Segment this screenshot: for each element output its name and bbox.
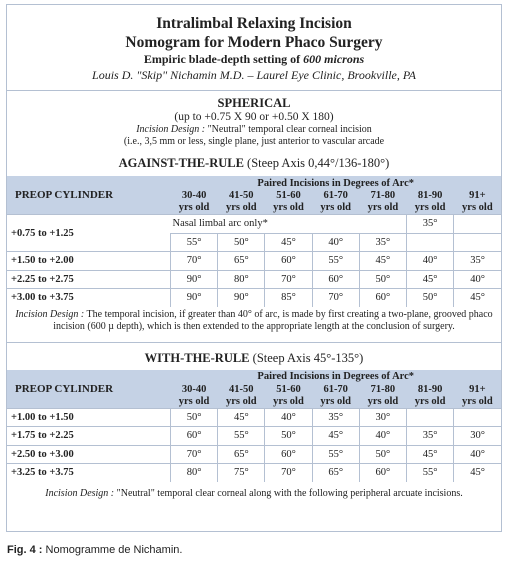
with-row-range: +1.75 to +2.25	[7, 427, 170, 446]
against-cell: 90°	[170, 289, 217, 307]
against-cell	[454, 233, 501, 252]
against-cell: 60°	[312, 270, 359, 289]
against-age-col: 91+ yrs old	[454, 190, 501, 215]
against-design-label: Incision Design :	[15, 308, 85, 320]
with-paired-label: Paired Incisions in Degrees of Arc*	[170, 370, 501, 384]
against-design-text: The temporal incision, if greater than 40° of arc, is made by first creating a two-plane, grooved phaco incision (600 µ depth), which is then extended to the appropriate length at the conclusion of surgery.	[53, 308, 493, 332]
with-cell	[407, 408, 454, 427]
against-cell: 50°	[407, 289, 454, 307]
against-cell: 45°	[265, 233, 312, 252]
with-age-col: 61-70 yrs old	[312, 384, 359, 409]
against-age-col: 81-90 yrs old	[407, 190, 454, 215]
against-preop-label: PREOP CYLINDER	[7, 176, 170, 215]
with-cell: 60°	[170, 427, 217, 446]
against-heading-line	[7, 156, 501, 171]
with-cell	[454, 408, 501, 427]
with-table	[7, 370, 501, 482]
with-cell: 55°	[218, 427, 265, 446]
with-cell: 75°	[218, 464, 265, 482]
with-row-range: +3.25 to +3.75	[7, 464, 170, 482]
with-age-col: 51-60 yrs old	[265, 384, 312, 409]
against-row	[7, 289, 501, 307]
with-row	[7, 445, 501, 464]
nomogram-frame	[6, 4, 502, 532]
with-age-col: 81-90 yrs old	[407, 384, 454, 409]
title-line-1: Intralimbal Relaxing Incision	[156, 15, 352, 32]
against-cell: 60°	[359, 289, 406, 307]
against-row-range: +1.50 to +2.00	[7, 252, 170, 271]
against-cell: 90°	[170, 270, 217, 289]
author-line: Louis D. "Skip" Nichamin M.D. – Laurel Eye Clinic, Brookville, PA	[92, 68, 416, 82]
against-paired-label: Paired Incisions in Degrees of Arc*	[170, 176, 501, 190]
against-cell: 90°	[218, 289, 265, 307]
against-cell: 55°	[312, 252, 359, 271]
against-age-col: 51-60 yrs old	[265, 190, 312, 215]
against-cell: 35°	[454, 252, 501, 271]
against-cell: 35°	[359, 233, 406, 252]
spherical-heading: SPHERICAL	[217, 96, 291, 110]
with-row	[7, 408, 501, 427]
with-cell: 30°	[454, 427, 501, 446]
with-age-col: 30-40 yrs old	[170, 384, 217, 409]
against-cell	[454, 215, 501, 234]
caption-label: Fig. 4 :	[7, 544, 43, 556]
against-cell: 45°	[454, 289, 501, 307]
with-design-note	[7, 482, 501, 501]
with-cell: 30°	[359, 408, 406, 427]
spherical-design-label: Incision Design :	[136, 124, 206, 135]
against-cell: 40°	[454, 270, 501, 289]
with-cell: 45°	[407, 445, 454, 464]
spherical-design-detail: (i.e., 3,5 mm or less, single plane, just anterior to vascular arcade	[123, 136, 385, 147]
subtitle	[7, 52, 501, 67]
with-row-range: +2.50 to +3.00	[7, 445, 170, 464]
with-cell: 60°	[359, 464, 406, 482]
with-cell: 80°	[170, 464, 217, 482]
with-row-range: +1.00 to +1.50	[7, 408, 170, 427]
against-axis: (Steep Axis 0,44°/136-180°)	[243, 156, 390, 170]
with-heading: WITH-THE-RULE	[144, 350, 250, 365]
against-cell: 70°	[265, 270, 312, 289]
against-cell: 45°	[407, 270, 454, 289]
against-cell: 50°	[218, 233, 265, 252]
against-cell: 40°	[312, 233, 359, 252]
against-age-col: 41-50 yrs old	[218, 190, 265, 215]
with-cell: 65°	[312, 464, 359, 482]
against-nasal-value: 35°	[407, 215, 454, 234]
against-cell: 70°	[312, 289, 359, 307]
with-design-text: "Neutral" temporal clear corneal along with the following peripheral arcuate incisions.	[114, 487, 463, 499]
with-cell: 70°	[265, 464, 312, 482]
against-row-range: +0.75 to +1.25	[7, 215, 170, 252]
with-cell: 35°	[407, 427, 454, 446]
against-design-note	[7, 307, 501, 334]
against-age-col: 71-80 yrs old	[359, 190, 406, 215]
against-cell: 60°	[265, 252, 312, 271]
with-row	[7, 427, 501, 446]
subtitle-prefix: Empiric blade-depth setting of	[143, 52, 304, 66]
with-heading-line	[7, 351, 501, 366]
with-cell: 35°	[312, 408, 359, 427]
title-line-2: Nomogram for Modern Phaco Surgery	[125, 34, 383, 51]
against-header-row-1	[7, 176, 501, 190]
against-table	[7, 176, 501, 307]
against-cell: 55°	[170, 233, 217, 252]
divider	[7, 342, 501, 343]
with-cell: 40°	[454, 445, 501, 464]
spherical-design-text: "Neutral" temporal clear corneal incision	[205, 124, 372, 135]
with-cell: 45°	[218, 408, 265, 427]
against-row	[7, 270, 501, 289]
against-cell: 40°	[407, 252, 454, 271]
with-age-col: 71-80 yrs old	[359, 384, 406, 409]
with-preop-label: PREOP CYLINDER	[7, 370, 170, 409]
figure-caption	[7, 544, 182, 556]
against-age-col: 61-70 yrs old	[312, 190, 359, 215]
against-cell	[407, 233, 454, 252]
caption-text: Nomogramme de Nichamin.	[42, 544, 183, 556]
divider	[7, 90, 501, 91]
with-cell: 40°	[359, 427, 406, 446]
with-row	[7, 464, 501, 482]
spherical-design	[7, 124, 501, 136]
with-header-row-1	[7, 370, 501, 384]
against-cell: 70°	[170, 252, 217, 271]
against-heading: AGAINST-THE-RULE	[118, 156, 244, 170]
subtitle-emphasis: 600 microns	[303, 52, 365, 66]
with-cell: 50°	[265, 427, 312, 446]
with-cell: 60°	[265, 445, 312, 464]
with-age-col: 41-50 yrs old	[218, 384, 265, 409]
with-cell: 65°	[218, 445, 265, 464]
against-row	[7, 252, 501, 271]
with-cell: 70°	[170, 445, 217, 464]
spherical-range: (up to +0.75 X 90 or +0.50 X 180)	[174, 111, 334, 123]
against-cell: 50°	[359, 270, 406, 289]
with-cell: 40°	[265, 408, 312, 427]
against-nasal-note: Nasal limbal arc only*	[170, 215, 406, 234]
with-design-label: Incision Design :	[45, 487, 115, 499]
with-cell: 55°	[312, 445, 359, 464]
against-row-nasal	[7, 215, 501, 234]
with-age-col: 91+ yrs old	[454, 384, 501, 409]
against-cell: 80°	[218, 270, 265, 289]
with-cell: 50°	[170, 408, 217, 427]
against-cell: 85°	[265, 289, 312, 307]
against-row-range: +2.25 to +2.75	[7, 270, 170, 289]
against-cell: 45°	[359, 252, 406, 271]
with-cell: 45°	[454, 464, 501, 482]
against-cell: 65°	[218, 252, 265, 271]
against-row-range: +3.00 to +3.75	[7, 289, 170, 307]
with-cell: 55°	[407, 464, 454, 482]
with-cell: 45°	[312, 427, 359, 446]
with-cell: 50°	[359, 445, 406, 464]
against-age-col: 30-40 yrs old	[170, 190, 217, 215]
with-axis: (Steep Axis 45°-135°)	[249, 350, 364, 365]
